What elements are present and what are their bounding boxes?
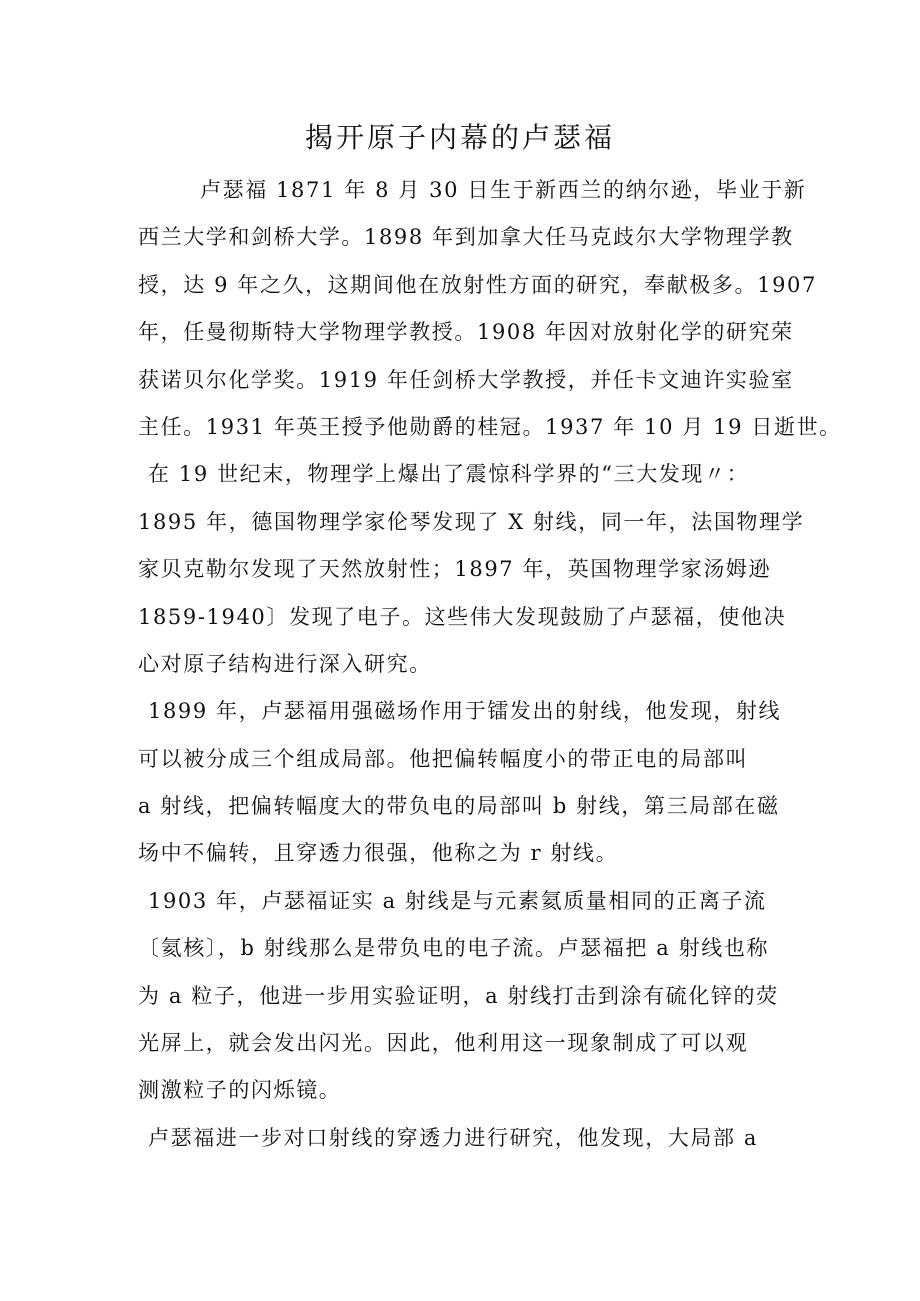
text-line: 心对原子结构进行深入研究。 <box>138 651 432 676</box>
text-line: a 射线，把偏转幅度大的带负电的局部叫 b 射线，第三局部在磁 <box>138 794 780 819</box>
text-line: 在 19 世纪末，物理学上爆出了震惊科学界的“三大发现〃： <box>148 462 750 487</box>
document-body <box>138 170 842 1165</box>
text-line: 卢瑟福进一步对口射线的穿透力进行研究，他发现，大局部 a <box>148 1125 758 1150</box>
text-line: 光屏上，就会发出闪光。因此，他利用这一现象制成了可以观 <box>138 1031 749 1056</box>
text-line: 家贝克勒尔发现了天然放射性；1897 年，英国物理学家汤姆逊 <box>138 557 772 582</box>
text-line: 〔氦核〕，b 射线那么是带负电的电子流。卢瑟福把 a 射线也称 <box>138 936 770 961</box>
text-line: 测激粒子的闪烁镜。 <box>138 1078 342 1103</box>
text-line: 场中不偏转，且穿透力很强，他称之为 r 射线。 <box>138 841 619 866</box>
text-line: 1899 年，卢瑟福用强磁场作用于镭发出的射线，他发现，射线 <box>148 699 782 724</box>
text-line: 主任。1931 年英王授予他勋爵的桂冠。1937 年 10 月 19 日逝世。 <box>138 414 842 439</box>
text-line: 1859-1940〕发现了电子。这些伟大发现鼓励了卢瑟福，使他决 <box>138 604 787 629</box>
text-line: 1903 年，卢瑟福证实 a 射线是与元素氦质量相同的正离子流 <box>148 888 767 913</box>
text-line: 为 a 粒子，他进一步用实验证明，a 射线打击到涂有硫化锌的荧 <box>138 983 779 1008</box>
text-line: 西兰大学和剑桥大学。1898 年到加拿大任马克歧尔大学物理学教 <box>138 225 794 250</box>
text-line: 卢瑟福 1871 年 8 月 30 日生于新西兰的纳尔逊，毕业于新 <box>200 178 807 202</box>
text-line: 1895 年，德国物理学家伦琴发现了 X 射线，同一年，法国物理学 <box>138 509 805 534</box>
text-line: 获诺贝尔化学奖。1919 年任剑桥大学教授，并任卡文迪许实验室 <box>138 367 794 392</box>
text-line: 授，达 9 年之久，这期间他在放射性方面的研究，奉献极多。1907 <box>138 272 817 297</box>
document-title: 揭开原子内幕的卢瑟福 <box>304 121 615 154</box>
text-line: 年，任曼彻斯特大学物理学教授。1908 年因对放射化学的研究荣 <box>138 320 794 345</box>
text-line: 可以被分成三个组成局部。他把偏转幅度小的带正电的局部叫 <box>138 746 749 771</box>
